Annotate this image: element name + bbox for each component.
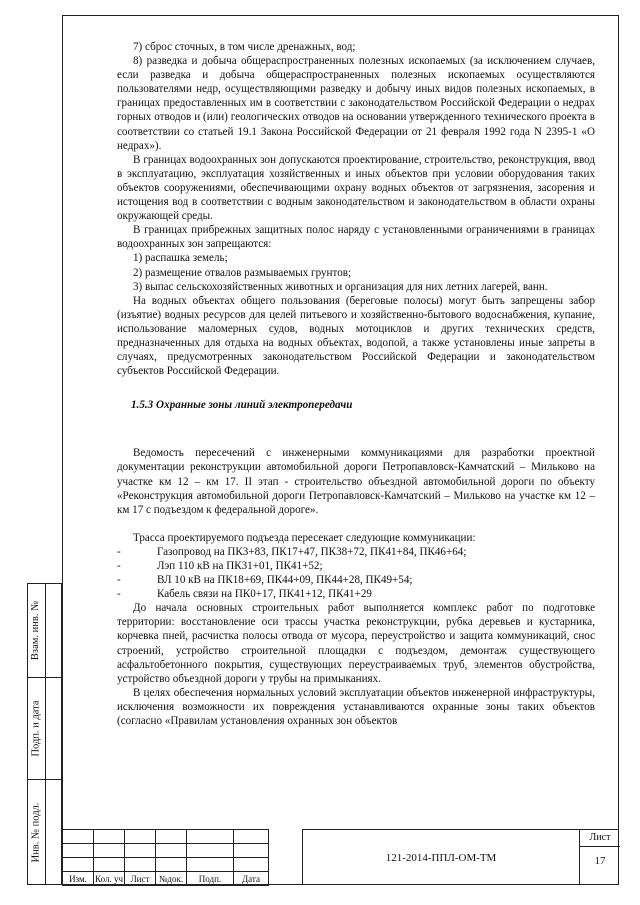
- stamp-cell: [63, 858, 94, 872]
- stamp-cell: [234, 844, 269, 858]
- document-code: 121-2014-ППЛ-ОМ-ТМ: [302, 829, 579, 885]
- side-label-text: Инв. № подл.: [30, 802, 42, 862]
- paragraph: В границах водоохранных зон допускаются проектирование, строительство, реконструкция, ввод в эксплуатацию, эксплуатация хозяйственных и иных объектов при условии оборудования таких объектов сооружениями, обеспечивающими охрану водных объектов от загрязнения, засорения и истощения вод в соответствии с водным законодательством и законодательством в области охраны окружающей среды.: [117, 153, 595, 223]
- crossing-item: [117, 587, 595, 601]
- crossing-item: [117, 545, 595, 559]
- stamp-header-izm: Изм.: [63, 872, 94, 886]
- side-label-text: Подп. и дата: [30, 699, 42, 757]
- dash-marker: -: [117, 560, 121, 572]
- sheet-box: [579, 829, 619, 885]
- crossing-item: [117, 559, 595, 573]
- stamp-cell: [156, 858, 187, 872]
- stamp-cell: [234, 858, 269, 872]
- stamp-cell: [125, 844, 156, 858]
- sheet-label: Лист: [580, 832, 620, 847]
- stamp-header-kol: Кол. уч: [95, 873, 123, 884]
- stamp-header-ndok: №док.: [156, 872, 187, 886]
- side-stamp: [27, 583, 63, 885]
- title-block: [62, 829, 619, 885]
- dash-marker: -: [117, 545, 121, 558]
- stamp-cell: [187, 844, 234, 858]
- paragraph: Трасса проектируемого подъезда пересекает следующие коммуникации:: [133, 531, 476, 544]
- dash-marker: -: [117, 574, 121, 587]
- stamp-cell: [94, 844, 125, 858]
- crossing-text: Газопровод на ПК3+83, ПК17+47, ПК38+72, ПК41+84, ПК46+64;: [157, 545, 467, 558]
- side-label-vzam: [28, 583, 44, 677]
- list-item: 2) размещение отвалов размываемых грунтов;: [133, 266, 352, 279]
- stamp-cell: [234, 830, 269, 844]
- paragraph: На водных объектах общего пользования (береговые полосы) могут быть запрещены забор (изъятие) водных ресурсов для целей питьевого и хозяйственно-бытового водоснабжения, купание, использование маломерных судов, водных мотоциклов и других технических средств, предназначенных для отдыха на водных объектах, водопой, а также установлены иные запреты в случаях, предусмотренных законодательством Российской Федерации и законодательством субъектов Российской Федерации.: [117, 294, 595, 378]
- stamp-header-data: Дата: [234, 872, 269, 886]
- stamp-cell: [187, 830, 234, 844]
- side-label-podp: [28, 677, 44, 779]
- paragraph: 7) сброс сточных, в том числе дренажных, вод;: [133, 41, 356, 53]
- side-label-text: Взам. инв. №: [30, 600, 42, 660]
- paragraph: В целях обеспечения нормальных условий эксплуатации объектов инженерной инфраструктуры, исключения возможности их повреждения устанавливаются охранные зоны таких объектов (согласно «Правилам установления охранных зон объектов: [117, 686, 595, 728]
- stamp-cell: [125, 830, 156, 844]
- paragraph: Ведомость пересечений с инженерными коммуникациями для разработки проектной документации реконструкции автомобильной дороги Петропавловск-Камчатский – Мильково на участке км 12 – км 17. II этап - строительство объездной автомобильной дороги по объекту «Реконструкция автомобильной дороги Петропавловск-Камчатский – Мильково на участке км 12 – км 17 с подъездом к федеральной дороге».: [117, 447, 595, 516]
- crossing-text: Кабель связи на ПК0+17, ПК41+12, ПК41+29: [157, 588, 372, 601]
- list-item: 3) выпас сельскохозяйственных животных и организация для них летних лагерей, ванн.: [133, 280, 548, 293]
- revision-table: [62, 829, 269, 886]
- stamp-cell: [94, 830, 125, 844]
- dash-marker: -: [117, 588, 121, 601]
- stamp-header-list: Лист: [125, 872, 156, 886]
- paragraph: В границах прибрежных защитных полос наряду с установленными ограничениями в границах водоохранных зон запрещаются:: [117, 224, 595, 251]
- crossing-text: Лэп 110 кВ на ПК31+01, ПК41+52;: [157, 560, 323, 572]
- paragraph: До начала основных строительных работ выполняется комплекс работ по подготовке территории: восстановление оси трассы участка реконструкции, рубка деревьев и кустарника, корчевка пней, расчистка полосы отвода от мусора, переустройство и защита коммуникаций, снос строений, устройство строительной площадки с подъездом, демонтаж существующего асфальтобетонного покрытия, существующих переустраиваемых труб, элементов обустройства, устройство объездной дороги у трубы на примыканиях.: [117, 602, 595, 685]
- crossing-item: [117, 573, 595, 587]
- list-item: 1) распашка земель;: [133, 252, 228, 265]
- sheet-number: 17: [594, 855, 606, 867]
- section-heading: 1.5.3 Охранные зоны линий электропередачи: [131, 399, 353, 412]
- stamp-cell: [63, 844, 94, 858]
- stamp-header-podp: Подп.: [187, 872, 234, 886]
- crossing-text: ВЛ 10 кВ на ПК18+69, ПК44+09, ПК44+28, ПК49+54;: [157, 574, 413, 587]
- paragraph: 8) разведка и добыча общераспространенных полезных ископаемых (за исключением случаев, если разведка и добыча общераспространенных полезных ископаемых осуществляются пользователями недр, осуществляющими разведку и добычу иных видов полезных ископаемых, в границах предоставленных им в соответствии с законодательством Российской Федерации о недрах горных отводов и (или) геологических отводов на основании утвержденного технического проекта в соответствии со статьей 19.1 Закона Российской Федерации от 21 февраля 1992 года N 2395-1 «О недрах»).: [117, 55, 595, 152]
- stamp-cell: [94, 858, 125, 872]
- stamp-cell: [63, 830, 94, 844]
- stamp-cell: [156, 830, 187, 844]
- stamp-cell: [125, 858, 156, 872]
- document-body: [117, 40, 595, 728]
- side-label-inv: [28, 779, 44, 885]
- stamp-cell: [156, 844, 187, 858]
- stamp-cell: [187, 858, 234, 872]
